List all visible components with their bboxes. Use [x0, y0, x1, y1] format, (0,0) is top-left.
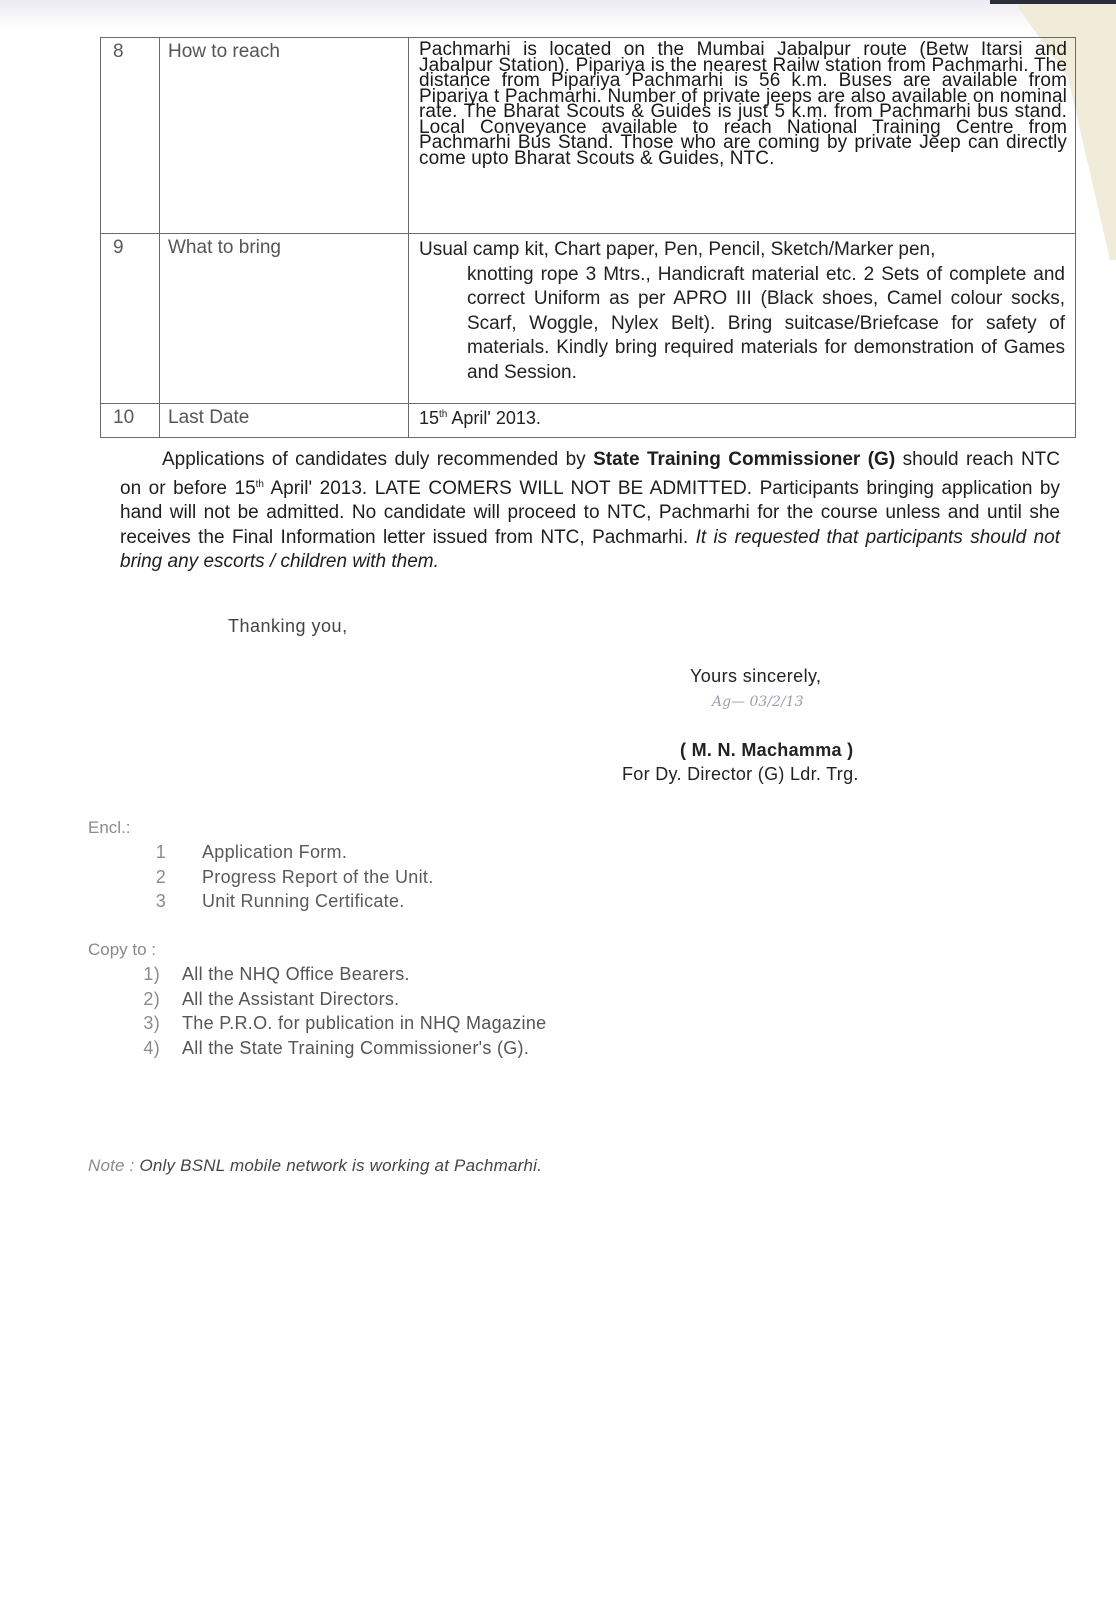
copy-to-heading: Copy to : [88, 940, 157, 959]
list-item: 3 Unit Running Certificate. [155, 891, 405, 911]
enclosures-heading: Encl.: [88, 818, 131, 837]
last-date-rest: April' 2013. [447, 408, 541, 428]
row-content [409, 234, 1076, 404]
scan-edge [990, 0, 1116, 4]
signer-title: For Dy. Director (G) Ldr. Trg. [622, 764, 859, 784]
table-row [101, 38, 1076, 234]
what-to-bring-text [409, 234, 1075, 385]
row-number: 8 [101, 38, 160, 234]
paragraph-italic-text: It is requested that participants should not bring any escorts / children with them. [120, 526, 1060, 572]
list-item: 3) The P.R.O. for publication in NHQ Magazine [143, 1013, 547, 1033]
what-to-bring-first-line: Usual camp kit, Chart paper, Pen, Pencil, Sketch/Marker pen, [419, 239, 936, 260]
row-label: How to reach [160, 38, 409, 234]
paragraph-bold-text: State Training Commissioner (G) [593, 449, 896, 470]
table-row [101, 404, 1076, 438]
row-label: Last Date [160, 404, 409, 438]
enclosures-list [88, 842, 434, 916]
last-date-day: 15 [419, 408, 440, 428]
list-item: 1) All the NHQ Office Bearers. [143, 964, 410, 984]
scan-shading [0, 0, 1116, 30]
thanking-line: Thanking you, [228, 616, 348, 636]
list-item: 1 Application Form. [155, 842, 348, 862]
row-content [409, 404, 1076, 438]
last-date-text [409, 404, 1075, 429]
what-to-bring-rest: knotting rope 3 Mtrs., Handicraft material etc. 2 Sets of complete and correct Uniform as per APRO III (Black shoes, Camel colour socks, Scarf, Woggle, Nylex Belt). Bring suitcase/Briefcase for safety of materials. Kindly bring required materials for demonstration of Games and Session. [467, 263, 1065, 383]
row-content [409, 38, 1076, 234]
note-label: Note : [88, 1156, 140, 1175]
row-number: 9 [101, 234, 160, 404]
course-info-table [100, 37, 1076, 438]
list-item: 2 Progress Report of the Unit. [155, 866, 434, 887]
signer-name: ( M. N. Machamma ) [680, 740, 854, 760]
footer-note [88, 1156, 542, 1176]
paragraph-text: Applications of candidates duly recommended by [162, 449, 594, 470]
paragraph-text: April' 2013. LATE COMERS WILL NOT BE ADMITTED. Participants bringing application by hand will not be admitted. No candidate will proceed to NTC, Pachmarhi for the course unless and until she receives the Final Information letter issued from NTC, Pachmarhi. [120, 477, 1060, 548]
list-item: 4) All the State Training Commissioner's (G). [143, 1037, 530, 1058]
handwritten-signature: Ag— 03/2/13 [712, 694, 804, 710]
list-item: 2) All the Assistant Directors. [143, 988, 400, 1009]
note-text: Only BSNL mobile network is working at Pachmarhi. [139, 1156, 543, 1175]
copy-to-list [88, 964, 546, 1062]
last-date-suffix: th [439, 409, 448, 420]
row-number: 10 [101, 404, 160, 438]
instructions-paragraph [120, 448, 1060, 575]
yours-sincerely: Yours sincerely, [690, 666, 822, 686]
how-to-reach-text: Pachmarhi is located on the Mumbai Jabalpur route (Betw Itarsi and Jabalpur Station). Pipariya is the nearest Railw station from Pachmarhi. The distance from Pipariya Pachmarhi is 56 k.m. Buses are available from Pipariya t Pachmarhi. Number of private jeeps are also available on nominal rate. The Bharat Scouts & Guides is just 5 k.m. from Pachmarhi bus stand. Local Conveyance available to reach National Training Centre from Pachmarhi Bus Stand. Those who are coming by private Jeep can directly come upto Bharat Scouts & Guides, NTC. [419, 39, 1067, 169]
paragraph-text: should reach NTC on or before 15 [120, 449, 1060, 499]
table-row [101, 234, 1076, 404]
date-suffix: th [255, 478, 264, 490]
row-label: What to bring [160, 234, 409, 404]
